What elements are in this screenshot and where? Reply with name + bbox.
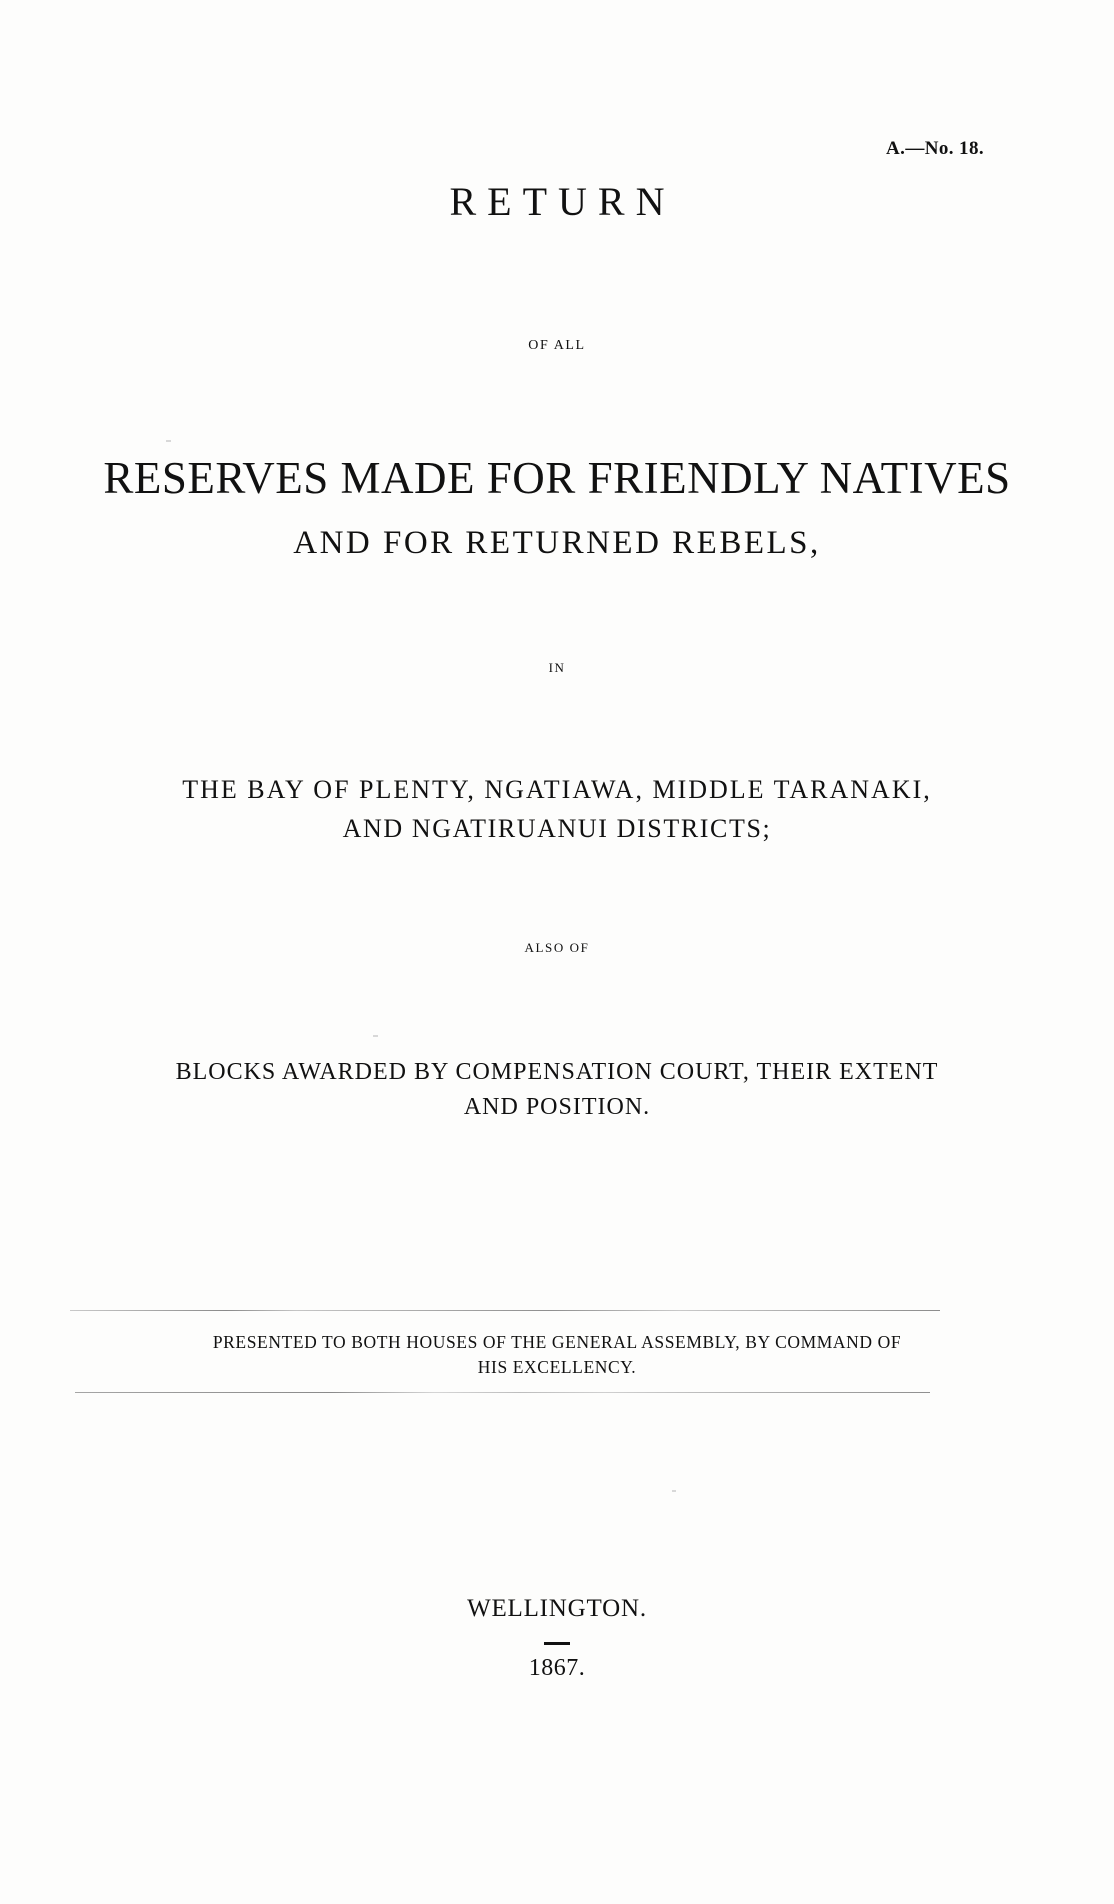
scan-speck (373, 1035, 378, 1037)
districts-heading (0, 770, 1114, 848)
imprint-dash-ornament (544, 1642, 570, 1645)
blocks-line-2: AND POSITION. (463, 1093, 651, 1120)
scan-speck (166, 440, 171, 442)
also-of-label: ALSO OF (524, 940, 590, 955)
of-all-label: OF ALL (528, 338, 586, 353)
presentation-line-1: PRESENTED TO BOTH HOUSES OF THE GENERAL ASSEMBLY, BY COMMAND OF (212, 1332, 902, 1352)
districts-line-1: THE BAY OF PLENTY, NGATIAWA, MIDDLE TARANAKI, (182, 775, 932, 804)
blocks-line-1: BLOCKS AWARDED BY COMPENSATION COURT, THEIR EXTENT (175, 1059, 939, 1085)
imprint-year: 1867. (528, 1655, 586, 1681)
divider-rule-bottom (75, 1392, 930, 1393)
blocks-heading (0, 1055, 1114, 1125)
document-reference-number: A.—No. 18. (886, 138, 984, 159)
imprint-city: WELLINGTON. (467, 1595, 647, 1622)
presentation-statement (0, 1330, 1114, 1381)
scan-speck (672, 1490, 676, 1492)
divider-rule-top (70, 1310, 940, 1311)
in-label: IN (548, 660, 566, 675)
presentation-line-2: HIS EXCELLENCY. (477, 1357, 637, 1378)
page-title: RETURN (449, 179, 676, 224)
subject-heading-line-1: RESERVES MADE FOR FRIENDLY NATIVES (103, 453, 1011, 503)
districts-line-2: AND NGATIRUANUI DISTRICTS; (342, 814, 772, 843)
subject-heading-line-2: AND FOR RETURNED REBELS, (293, 525, 821, 561)
